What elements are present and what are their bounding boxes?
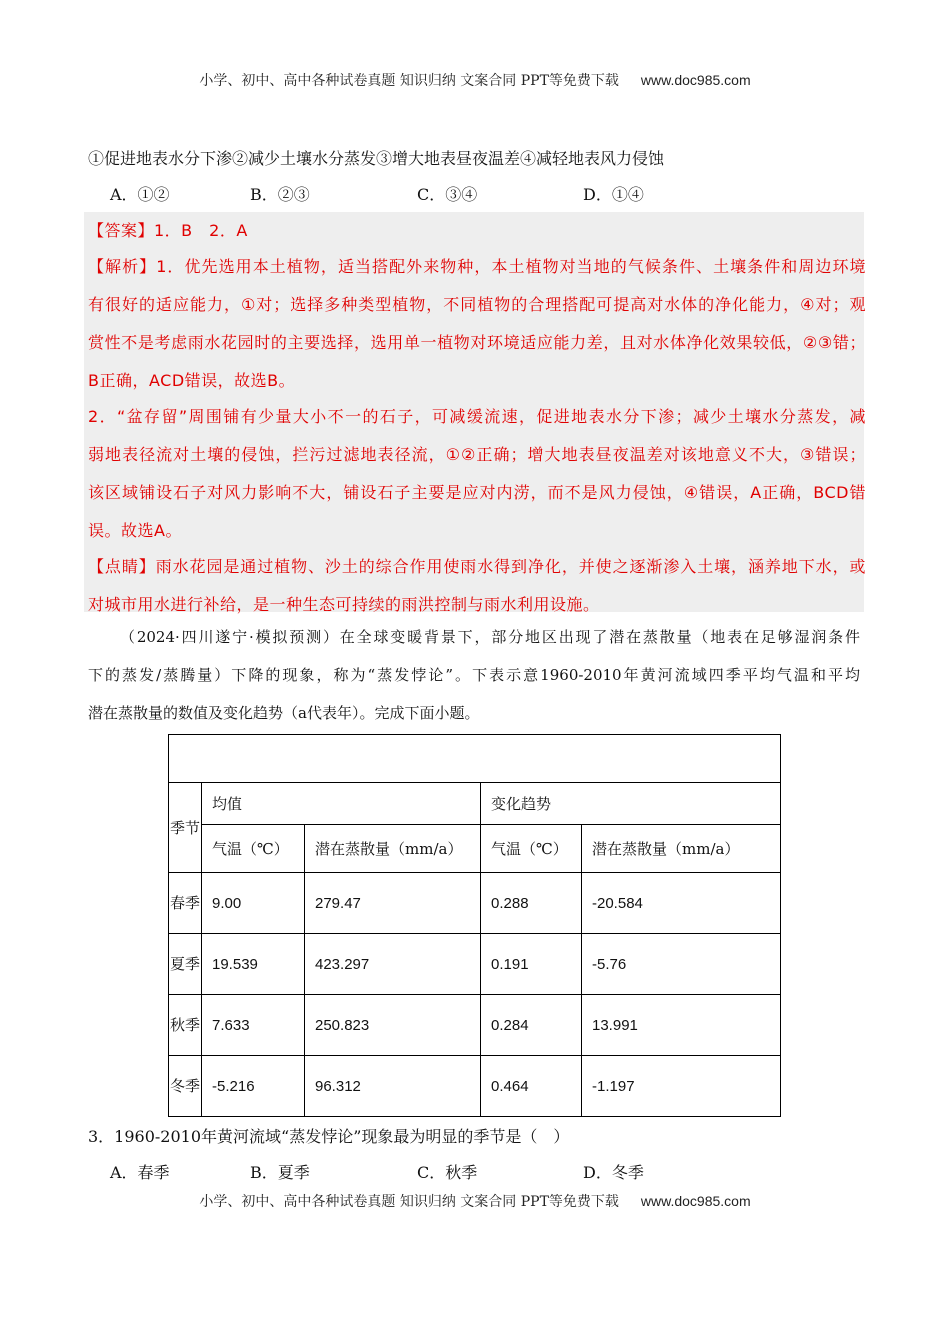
tip-line: 对城市用水进行补给，是一种生态可持续的雨洪控制与雨水利用设施。 — [88, 595, 600, 614]
value-cell: 250.823 — [305, 995, 481, 1056]
value-cell: 0.191 — [481, 934, 582, 995]
value-cell: 9.00 — [202, 873, 305, 934]
table-sub-header-row — [169, 825, 781, 873]
table-title-row — [169, 735, 781, 783]
season-cell: 春季 — [169, 873, 202, 934]
q3-option-a: A．春季 — [110, 1163, 170, 1182]
value-cell: 19.539 — [202, 934, 305, 995]
analysis-line: 弱地表径流对土壤的侵蚀，拦污过滤地表径流，①②正确；增大地表昼夜温差对该地意义不大，③错误； — [88, 445, 866, 464]
page-header — [0, 70, 950, 90]
table-group-header-row — [169, 783, 781, 825]
intro-line: （2024·四川遂宁·模拟预测）在全球变暖背景下，部分地区出现了潜在蒸散量（地表在足够湿润条件 — [120, 628, 860, 646]
analysis-line: 有很好的适应能力，①对；选择多种类型植物，不同植物的合理搭配可提高对水体的净化能力，④对；观 — [88, 295, 866, 314]
season-cell: 冬季 — [169, 1056, 202, 1117]
season-cell: 夏季 — [169, 934, 202, 995]
group-header-mean: 均值 — [202, 783, 481, 825]
table-row — [169, 873, 781, 934]
value-cell: 96.312 — [305, 1056, 481, 1117]
season-header: 季节 — [169, 783, 202, 873]
q3-option-c: C．秋季 — [417, 1163, 478, 1182]
analysis-line: B正确，ACD错误，故选B。 — [88, 371, 296, 390]
value-cell: 13.991 — [582, 995, 781, 1056]
value-cell: -20.584 — [582, 873, 781, 934]
sub-header: 潜在蒸散量（mm/a） — [582, 825, 781, 873]
group-header-trend: 变化趋势 — [481, 783, 781, 825]
sub-header: 气温（℃） — [481, 825, 582, 873]
value-cell: 7.633 — [202, 995, 305, 1056]
value-cell: 0.288 — [481, 873, 582, 934]
season-cell: 秋季 — [169, 995, 202, 1056]
header-site[interactable]: www.doc985.com — [640, 72, 751, 88]
value-cell: 279.47 — [305, 873, 481, 934]
answer-line: 【答案】1．B 2．A — [88, 221, 248, 240]
page-footer — [0, 1191, 950, 1211]
q3-option-b: B．夏季 — [250, 1163, 310, 1182]
analysis-line: 误。故选A。 — [88, 521, 182, 540]
q-option-b: B．②③ — [250, 185, 310, 204]
q3-option-d: D．冬季 — [583, 1163, 644, 1182]
tip-line: 【点睛】雨水花园是通过植物、沙土的综合作用使雨水得到净化，并使之逐渐渗入土壤，涵养地下水，或 — [88, 557, 866, 576]
footer-site[interactable]: www.doc985.com — [640, 1193, 751, 1209]
sub-header: 潜在蒸散量（mm/a） — [305, 825, 481, 873]
intro-line: 潜在蒸散量的数值及变化趋势（a代表年）。完成下面小题。 — [88, 704, 480, 722]
intro-line: 下的蒸发/蒸腾量）下降的现象，称为“蒸发悖论”。下表示意1960-2010年黄河流域四季平均气温和平均 — [88, 666, 860, 684]
q-option-d: D．①④ — [583, 185, 644, 204]
q-option-a: A．①② — [110, 185, 170, 204]
q-items-line: ①促进地表水分下渗②减少土壤水分蒸发③增大地表昼夜温差④减轻地表风力侵蚀 — [88, 149, 665, 168]
value-cell: -5.76 — [582, 934, 781, 995]
q-option-c: C．③④ — [417, 185, 478, 204]
table-row — [169, 934, 781, 995]
analysis-line: 赏性不是考虑雨水花园时的主要选择，选用单一植物对环境适应能力差，且对水体净化效果较低，②③错； — [88, 333, 866, 352]
analysis-line: 【解析】1．优先选用本土植物，适当搭配外来物种，本土植物对当地的气候条件、土壤条件和周边环境 — [88, 257, 866, 276]
value-cell: 423.297 — [305, 934, 481, 995]
sub-header: 气温（℃） — [202, 825, 305, 873]
value-cell: 0.464 — [481, 1056, 582, 1117]
value-cell: -1.197 — [582, 1056, 781, 1117]
analysis-line: 该区域铺设石子对风力影响不大，铺设石子主要是应对内涝，而不是风力侵蚀，④错误，A正确，BCD错 — [88, 483, 866, 502]
table-row — [169, 995, 781, 1056]
analysis-line: 2．“盆存留”周围铺有少量大小不一的石子，可减缓流速，促进地表水分下渗；减少土壤水分蒸发，减 — [88, 407, 866, 426]
table-row — [169, 1056, 781, 1117]
value-cell: -5.216 — [202, 1056, 305, 1117]
value-cell: 0.284 — [481, 995, 582, 1056]
table-title-cell — [169, 735, 781, 783]
header-text: 小学、初中、高中各种试卷真题 知识归纳 文案合同 PPT等免费下载 — [199, 73, 619, 89]
footer-text: 小学、初中、高中各种试卷真题 知识归纳 文案合同 PPT等免费下载 — [199, 1194, 619, 1210]
q3-stem: 3．1960-2010年黄河流域“蒸发悖论”现象最为明显的季节是（ ） — [88, 1127, 570, 1146]
climate-table — [168, 734, 781, 1117]
